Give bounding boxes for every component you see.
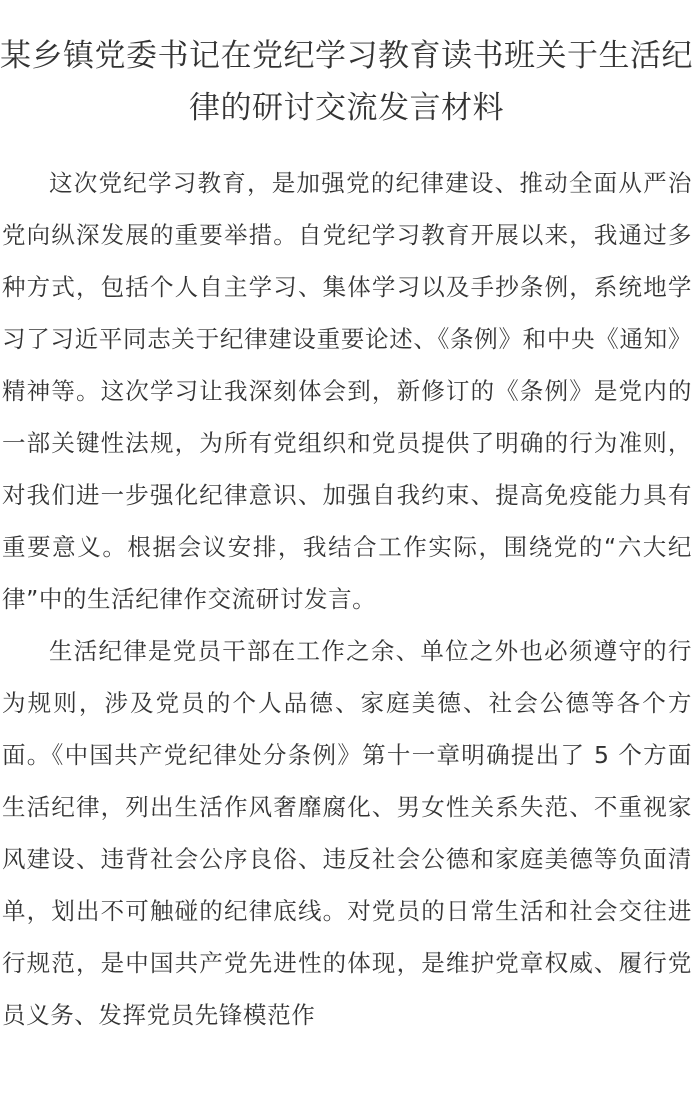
document-title: 某乡镇党委书记在党纪学习教育读书班关于生活纪律的研讨交流发言材料 [0,38,693,126]
document-body [2,157,692,1041]
paragraph-2: 生活纪律是党员干部在工作之余、单位之外也必须遵守的行为规则，涉及党员的个人品德、家庭美德、社会公德等各个方面。《中国共产党纪律处分条例》第十一章明确提出了 5 个方面生活纪律，列出生活作风奢靡腐化、男女性关系失范、不重视家风建设、违背社会公序良俗、违反社会公德和家庭美德等负面清单，划出不可触碰的纪律底线。对党员的日常生活和社会交往进行规范，是中国共产党先进性的体现，是维护党章权威、履行党员义务、发挥党员先锋模范作 [2,637,692,1029]
paragraph-1: 这次党纪学习教育，是加强党的纪律建设、推动全面从严治党向纵深发展的重要举措。自党纪学习教育开展以来，我通过多种方式，包括个人自主学习、集体学习以及手抄条例，系统地学习了习近平同志关于纪律建设重要论述、《条例》和中央《通知》精神等。这次学习让我深刻体会到，新修订的《条例》是党内的一部关键性法规，为所有党组织和党员提供了明确的行为准则，对我们进一步强化纪律意识、加强自我约束、提高免疫能力具有重要意义。根据会议安排，我结合工作实际，围绕党的“六大纪律”中的生活纪律作交流研讨发言。 [2,169,692,613]
